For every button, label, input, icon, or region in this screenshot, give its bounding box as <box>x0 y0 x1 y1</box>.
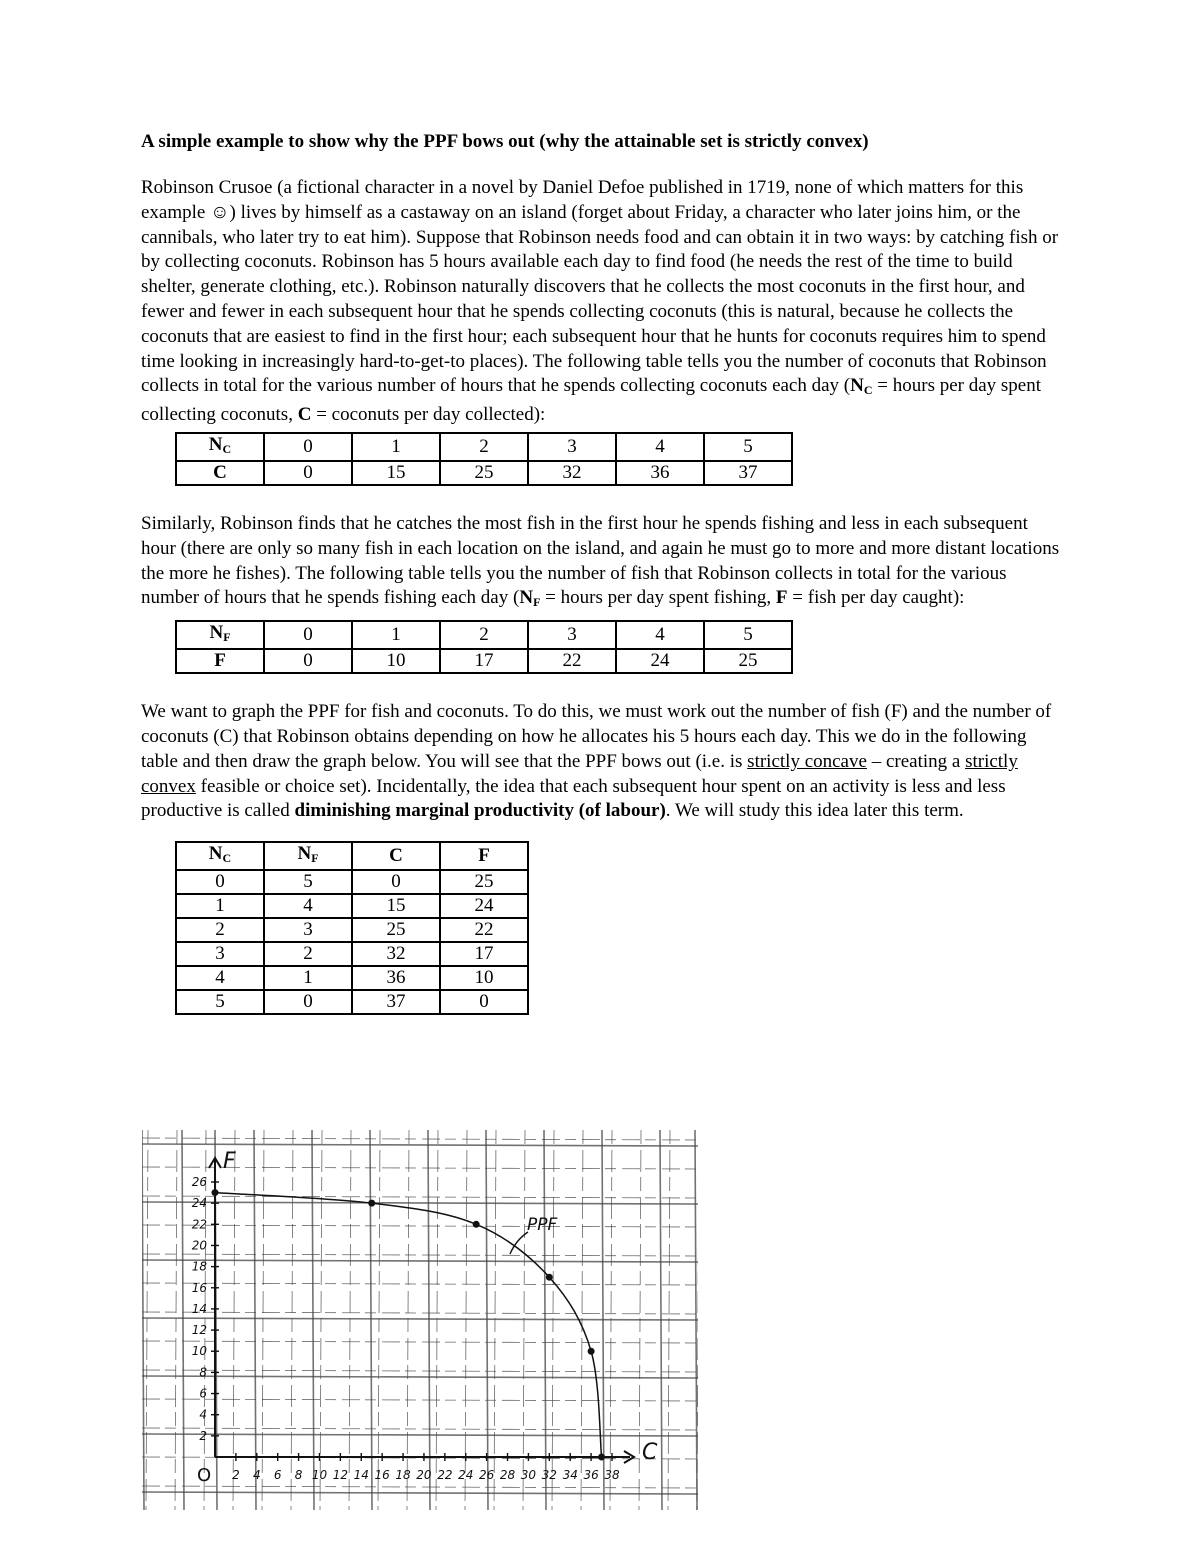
table-cell: 2 <box>440 433 528 461</box>
table-cell: 5 <box>176 990 264 1014</box>
ppf-point <box>473 1221 480 1228</box>
y-tick-label: 22 <box>191 1217 207 1232</box>
table-row <box>176 918 528 942</box>
y-tick-label: 12 <box>191 1323 207 1338</box>
table-cell: 0 <box>264 433 352 461</box>
grid-line-major <box>142 1492 698 1494</box>
x-axis-label: C <box>642 1440 658 1465</box>
table-row <box>176 649 792 673</box>
origin-label: O <box>197 1465 212 1486</box>
table-cell: 4 <box>176 966 264 990</box>
table-cell: 1 <box>264 966 352 990</box>
paragraph-ppf <box>141 700 1061 824</box>
fish-text-2: = hours per day spent fishing, <box>540 587 776 609</box>
grid-line <box>175 1130 177 1510</box>
grid-line-major <box>142 1144 698 1146</box>
table-cell: 2 <box>440 621 528 649</box>
x-tick-label: 38 <box>604 1468 620 1482</box>
smiley-icon: ☺ <box>210 201 230 223</box>
table-header-cell: F <box>440 842 528 870</box>
x-tick-label: 30 <box>520 1468 537 1482</box>
grid-line <box>142 1312 698 1314</box>
ppf-point <box>598 1454 605 1461</box>
grid-line <box>378 1130 380 1510</box>
f-symbol: F <box>775 587 788 609</box>
paragraph-intro <box>141 176 1061 428</box>
x-tick-label: 34 <box>562 1468 578 1482</box>
y-tick-label: 6 <box>199 1386 207 1401</box>
grid-line-major <box>370 1130 372 1510</box>
x-tick-label: 26 <box>478 1468 495 1482</box>
table-row <box>176 894 528 918</box>
grid-line <box>349 1130 351 1510</box>
y-axis-label: F <box>223 1149 236 1174</box>
table-row <box>176 621 792 649</box>
grid-line <box>142 1370 698 1372</box>
grid-line <box>142 1341 698 1343</box>
table-cell: 2 <box>264 942 352 966</box>
x-tick-label: 20 <box>416 1468 432 1482</box>
x-tick-label: 18 <box>395 1468 411 1482</box>
intro-text-4: = coconuts per day collected): <box>311 404 546 426</box>
table-cell: 24 <box>440 894 528 918</box>
grid-line <box>146 1130 148 1510</box>
grid-line <box>320 1130 322 1510</box>
table-cell: 10 <box>352 649 440 673</box>
strictly-concave-term: strictly concave <box>747 750 867 772</box>
table-cell: 25 <box>440 870 528 894</box>
grid-line-major <box>142 1318 698 1320</box>
x-tick-label: 22 <box>437 1468 453 1482</box>
x-tick-label: 6 <box>273 1468 282 1482</box>
table-cell: 5 <box>264 870 352 894</box>
x-tick-label: 28 <box>499 1468 516 1482</box>
grid-line <box>407 1130 409 1510</box>
table-row <box>176 990 528 1014</box>
table-row <box>176 870 528 894</box>
table-header-cell: $N_C$ <box>176 433 264 461</box>
y-tick-label: 20 <box>191 1238 207 1253</box>
y-tick-label: 2 <box>199 1428 207 1443</box>
grid-line-major <box>142 1202 698 1204</box>
table-cell: 1 <box>352 433 440 461</box>
table-cell: 24 <box>616 649 704 673</box>
fish-text-1: Similarly, Robinson finds that he catches the most fish in the first hour he spends fishing and less in each subsequent hour (there are only so many fish in each location on the island, and again he must go to more and more distant locations the more he fishes). The following table tells you the number of fish that Robinson collects in total for the various number of hours that he spends fishing each day ( <box>141 512 1060 609</box>
table-header-cell: C <box>352 842 440 870</box>
grid-line <box>142 1428 698 1430</box>
grid-line <box>142 1225 698 1227</box>
table-cell: 3 <box>176 942 264 966</box>
grid-line-major <box>312 1130 314 1510</box>
table-cell: 36 <box>616 461 704 485</box>
intro-text-2: ) lives by himself as a castaway on an island (forget about Friday, a character who later joins him, or the cannibals, who later try to eat him). Suppose that Robinson needs food and can obtain it in two ways: by catching fish or by collecting coconuts. Robinson has 5 hours available each day to find food (he needs the rest of the time to build shelter, generate clothing, etc.). Robinson naturally discovers that he collects the most coconuts in the first hour, and fewer and fewer in each subsequent hour that he spends collecting coconuts (this is natural, because he collects the coconuts that are easiest to find in the first hour; each subsequent hour that he hunts for coconuts requires him to spend time looking in increasingly hard-to-get-to places). The following table tells you the number of coconuts that Robinson collects in total for the various number of hours that he spends collecting coconuts each day ( <box>141 201 1059 397</box>
table-row <box>176 966 528 990</box>
table-cell: 10 <box>440 966 528 990</box>
table-header-cell: $N_F$ <box>176 621 264 649</box>
table-cell: 3 <box>264 918 352 942</box>
x-tick-label: 10 <box>311 1468 328 1482</box>
intro-text-1: Robinson Crusoe (a fictional character in a novel by Daniel Defoe published in 1719, none of which matters for this example <box>141 177 1024 223</box>
ppf-text-3: feasible or choice set). Incidentally, the idea that each subsequent hour spent on an activity is less and less productive is called <box>141 775 1006 822</box>
table-cell: 1 <box>352 621 440 649</box>
table-header-cell: F <box>176 649 264 673</box>
table-cell: 0 <box>264 649 352 673</box>
x-tick-label: 2 <box>232 1468 240 1482</box>
grid-line-major <box>142 1260 698 1262</box>
grid-line <box>142 1254 698 1256</box>
grid-line-major <box>142 1130 144 1510</box>
grid-line <box>142 1138 698 1140</box>
y-tick-label: 4 <box>199 1407 207 1422</box>
ppf-text-2: – creating a <box>866 750 966 772</box>
x-tick-label: 32 <box>541 1468 557 1482</box>
table-cell: 25 <box>440 461 528 485</box>
grid-line <box>291 1130 293 1510</box>
table-cell: 3 <box>528 433 616 461</box>
ppf-point <box>212 1189 219 1196</box>
ppf-point <box>588 1348 595 1355</box>
table-cell: 4 <box>264 894 352 918</box>
grid-line-major <box>428 1130 430 1510</box>
grid-line <box>436 1130 438 1510</box>
nf-subscript: F <box>533 595 541 610</box>
ppf-point <box>546 1274 553 1281</box>
table-cell: 32 <box>528 461 616 485</box>
graph-paper-grid <box>142 1130 698 1510</box>
fish-text-3: = fish per day caught): <box>787 587 965 609</box>
table-cell: 25 <box>352 918 440 942</box>
x-tick-label: 8 <box>294 1468 303 1482</box>
ppf-chart <box>142 1130 698 1510</box>
y-tick-label: 18 <box>191 1259 207 1274</box>
table-cell: 2 <box>176 918 264 942</box>
fish-table <box>175 620 793 674</box>
document-page <box>141 130 1061 1015</box>
ppf-curve-label: PPF <box>527 1215 558 1235</box>
table-row <box>176 461 792 485</box>
table-cell: 0 <box>352 870 440 894</box>
table-cell: 0 <box>440 990 528 1014</box>
grid-line <box>262 1130 264 1510</box>
grid-line <box>142 1399 698 1401</box>
grid-line <box>142 1196 698 1198</box>
table-row <box>176 433 792 461</box>
ppf-text-4: . We will study this idea later this term. <box>665 800 964 822</box>
x-tick-label: 36 <box>583 1468 599 1482</box>
table-cell: 15 <box>352 461 440 485</box>
document-title: A simple example to show why the PPF bows out (why the attainable set is strictly convex) <box>141 131 869 152</box>
coconut-table <box>175 432 793 486</box>
x-tick-label: 12 <box>332 1468 349 1482</box>
table-cell: 15 <box>352 894 440 918</box>
intro-text-3: = hours per day spent collecting coconuts, <box>141 375 1042 426</box>
table-cell: 3 <box>528 621 616 649</box>
table-cell: 25 <box>704 649 792 673</box>
table-header-cell: C <box>176 461 264 485</box>
table-cell: 32 <box>352 942 440 966</box>
y-tick-label: 14 <box>191 1301 207 1316</box>
table-cell: 5 <box>704 621 792 649</box>
table-cell: 17 <box>440 649 528 673</box>
x-tick-label: 4 <box>252 1468 261 1482</box>
c-symbol: C <box>297 404 312 426</box>
x-tick-label: 14 <box>353 1468 369 1482</box>
table-cell: 22 <box>440 918 528 942</box>
grid-line-major <box>254 1130 256 1510</box>
y-tick-label: 16 <box>191 1280 207 1295</box>
grid-line <box>142 1283 698 1285</box>
grid-line <box>142 1486 698 1488</box>
grid-line-major <box>182 1130 184 1510</box>
table-header-cell: $N_C$ <box>176 842 264 870</box>
table-header-cell: $N_F$ <box>264 842 352 870</box>
table-cell: 0 <box>264 461 352 485</box>
grid-line <box>233 1130 235 1510</box>
y-tick-label: 26 <box>191 1175 207 1189</box>
table-cell: 0 <box>264 990 352 1014</box>
ppf-label-pointer <box>510 1232 528 1254</box>
table-cell: 0 <box>264 621 352 649</box>
nc-subscript: C <box>863 383 873 398</box>
grid-line-major <box>142 1434 698 1436</box>
table-cell: 1 <box>176 894 264 918</box>
table-row <box>176 942 528 966</box>
ppf-point <box>368 1200 375 1207</box>
ppf-text-1: We want to graph the PPF for fish and coconuts. To do this, we must work out the number of fish (F) and the number of coconuts (C) that Robinson obtains depending on how he allocates his 5 hours each day. This we do in the following table and then draw the graph below. You will see that the PPF bows out (i.e. is <box>141 701 1052 772</box>
nc-symbol: N <box>850 375 864 397</box>
table-cell: 4 <box>616 433 704 461</box>
nf-symbol: N <box>519 587 534 609</box>
table-cell: 37 <box>352 990 440 1014</box>
table-cell: 0 <box>176 870 264 894</box>
strictly-convex-term: strictly convex <box>141 750 1018 797</box>
table-cell: 4 <box>616 621 704 649</box>
table-cell: 5 <box>704 433 792 461</box>
y-tick-label: 8 <box>199 1365 207 1380</box>
paragraph-fish <box>141 512 1061 615</box>
table-cell: 37 <box>704 461 792 485</box>
diminishing-productivity-term: diminishing marginal productivity (of labour) <box>294 800 666 822</box>
table-cell: 17 <box>440 942 528 966</box>
grid-line-major <box>142 1376 698 1378</box>
table-header-row <box>176 842 528 870</box>
y-tick-label: 10 <box>191 1344 207 1359</box>
table-cell: 36 <box>352 966 440 990</box>
y-tick-label: 24 <box>191 1196 207 1211</box>
allocation-table <box>175 841 529 1015</box>
x-tick-label: 24 <box>458 1468 474 1482</box>
table-cell: 22 <box>528 649 616 673</box>
x-tick-label: 16 <box>374 1468 390 1482</box>
